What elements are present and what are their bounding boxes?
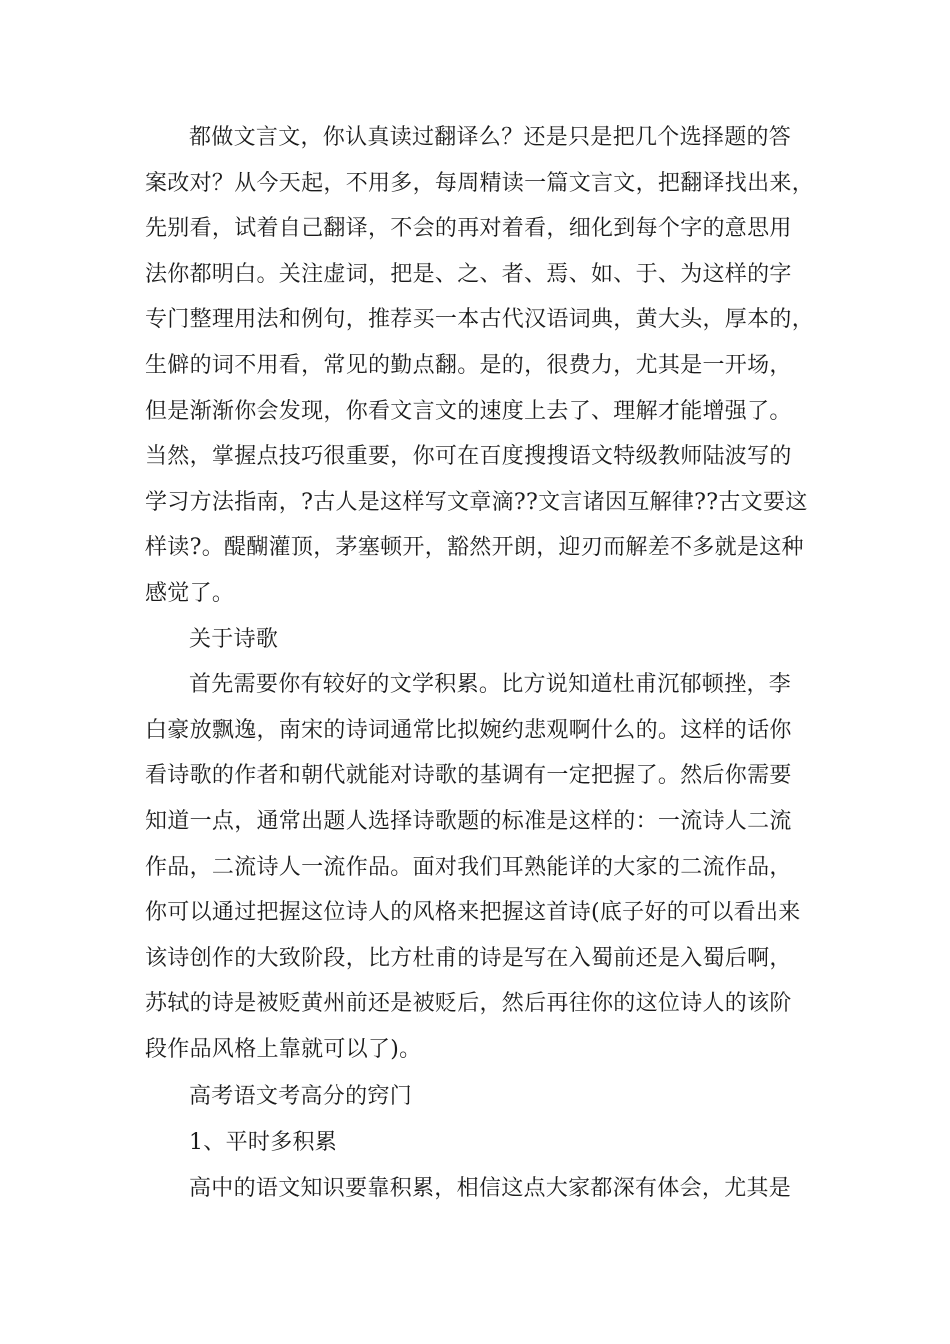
text-line: 知道一点，通常出题人选择诗歌题的标准是这样的：一流诗人二流	[145, 808, 792, 834]
text-line: 先别看，试着自己翻译，不会的再对着看，细化到每个字的意思用	[145, 216, 792, 242]
text-line: 首先需要你有较好的文学积累。比方说知道杜甫沉郁顿挫，李	[189, 672, 792, 698]
text-line: 作品，二流诗人一流作品。面对我们耳熟能详的大家的二流作品，	[145, 854, 792, 880]
paragraph-poetry	[145, 662, 815, 1072]
text-line: 案改对？从今天起，不用多，每周精读一篇文言文，把翻译找出来，	[145, 170, 815, 196]
section-heading-poetry	[145, 617, 815, 663]
text-line: 但是渐渐你会发现，你看文言文的速度上去了、理解才能增强了。	[145, 398, 792, 424]
text-line: 感觉了。	[145, 580, 235, 606]
text-line: 段作品风格上靠就可以了)。	[145, 1036, 422, 1062]
section-heading-tips	[145, 1074, 815, 1120]
text-line: 专门整理用法和例句，推荐买一本古代汉语词典，黄大头，厚本的，	[145, 307, 815, 333]
document-body	[145, 115, 815, 1211]
text-line: 生僻的词不用看，常见的勤点翻。是的，很费力，尤其是一开场，	[145, 352, 792, 378]
text-line: 学习方法指南，?古人是这样写文章滴??文言诸因互解律??古文要这	[145, 489, 808, 515]
list-item-heading	[145, 1120, 815, 1166]
text-line: 该诗创作的大致阶段，比方杜甫的诗是写在入蜀前还是入蜀后啊，	[145, 945, 792, 971]
text-line: 法你都明白。关注虚词，把是、之、者、焉、如、于、为这样的字	[145, 261, 792, 287]
text-line: 关于诗歌	[189, 626, 279, 652]
paragraph-accumulation	[145, 1166, 815, 1212]
text-line: 白豪放飘逸，南宋的诗词通常比拟婉约悲观啊什么的。这样的话你	[145, 717, 792, 743]
text-line: 样读?。醍醐灌顶，茅塞顿开，豁然开朗，迎刃而解差不多就是这种	[145, 535, 804, 561]
text-line: 1、平时多积累	[189, 1130, 338, 1156]
text-line: 看诗歌的作者和朝代就能对诗歌的基调有一定把握了。然后你需要	[145, 763, 792, 789]
text-line: 苏轼的诗是被贬黄州前还是被贬后，然后再往你的这位诗人的该阶	[145, 991, 792, 1017]
paragraph-classical-chinese	[145, 115, 815, 617]
text-line: 都做文言文，你认真读过翻译么？还是只是把几个选择题的答	[189, 125, 792, 150]
text-line: 当然，掌握点技巧很重要，你可在百度搜搜语文特级教师陆波写的	[145, 444, 792, 470]
text-line: 你可以通过把握这位诗人的风格来把握这首诗(底子好的可以看出来	[145, 900, 801, 926]
text-line: 高考语文考高分的窍门	[189, 1084, 413, 1110]
text-line: 高中的语文知识要靠积累，相信这点大家都深有体会，尤其是	[189, 1175, 792, 1201]
